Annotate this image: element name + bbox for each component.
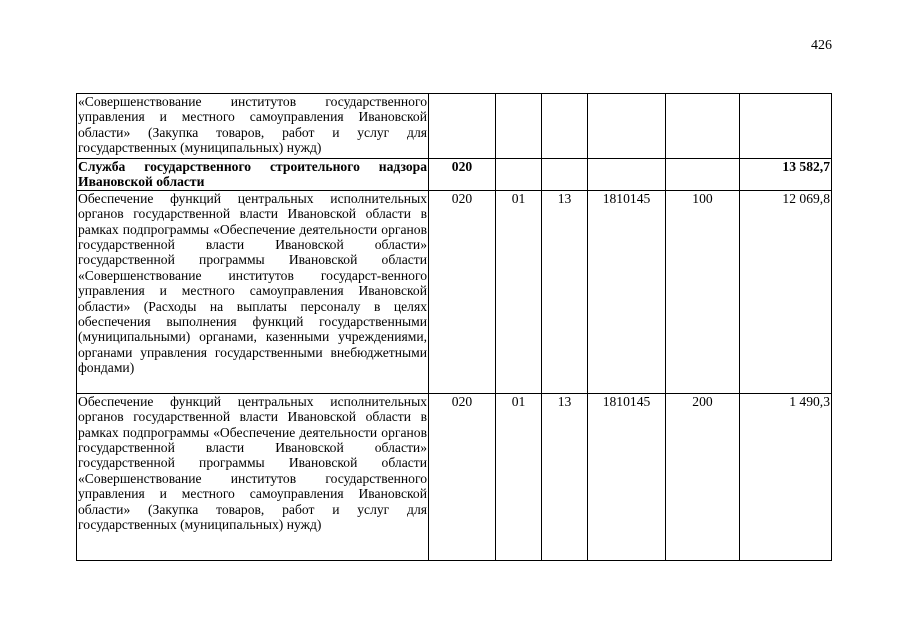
subsection-code: 13	[542, 393, 588, 560]
amount: 13 582,7	[740, 159, 832, 191]
target-code: 1810145	[588, 393, 666, 560]
target-code	[588, 159, 666, 191]
expense-type-code: 200	[666, 393, 740, 560]
table-row	[77, 159, 832, 191]
row-description: Служба государственного строительного надзора Ивановской области	[78, 159, 427, 190]
ministry-code	[429, 94, 496, 159]
subsection-code: 13	[542, 190, 588, 393]
ministry-code: 020	[429, 393, 496, 560]
subsection-code	[542, 159, 588, 191]
expense-type-code: 100	[666, 190, 740, 393]
row-description: Обеспечение функций центральных исполнительных органов государственной власти Ивановской области в рамках подпрограммы «Обеспечение деятельности органов государственной власти Ивановской области» государственной программы Ивановской области «Совершенствование институтов государственного управления и местного самоуправления Ивановской области» (Закупка товаров, работ и услуг для государственных (муниципальных) нужд)	[77, 393, 429, 560]
amount: 12 069,8	[740, 190, 832, 393]
row-description: Обеспечение функций центральных исполнительных органов государственной власти Ивановской области в рамках подпрограммы «Обеспечение деятельности органов государственной власти Ивановской области» государственной программы Ивановской области «Совершенствование институтов государст-венного управления и местного самоуправления Ивановской области» (Расходы на выплаты персоналу в целях обеспечения выполнения функций государственными (муниципальными) органами, казенными учреждениями, органами управления государственными внебюджетными фондами)	[77, 190, 429, 393]
section-code: 01	[496, 190, 542, 393]
ministry-code: 020	[429, 190, 496, 393]
section-code	[496, 159, 542, 191]
page-number: 426	[811, 38, 832, 53]
expense-type-code	[666, 159, 740, 191]
expense-type-code	[666, 94, 740, 159]
table-row	[77, 190, 832, 393]
target-code: 1810145	[588, 190, 666, 393]
ministry-code: 020	[429, 159, 496, 191]
target-code	[588, 94, 666, 159]
section-code: 01	[496, 393, 542, 560]
row-description: «Совершенствование институтов государственного управления и местного самоуправления Ивановской области» (Закупка товаров, работ и услуг для государственных (муниципальных) нужд)	[77, 94, 429, 159]
table-row	[77, 393, 832, 560]
amount: 1 490,3	[740, 393, 832, 560]
subsection-code	[542, 94, 588, 159]
table-row	[77, 94, 832, 159]
amount	[740, 94, 832, 159]
budget-table	[76, 93, 832, 561]
section-code	[496, 94, 542, 159]
